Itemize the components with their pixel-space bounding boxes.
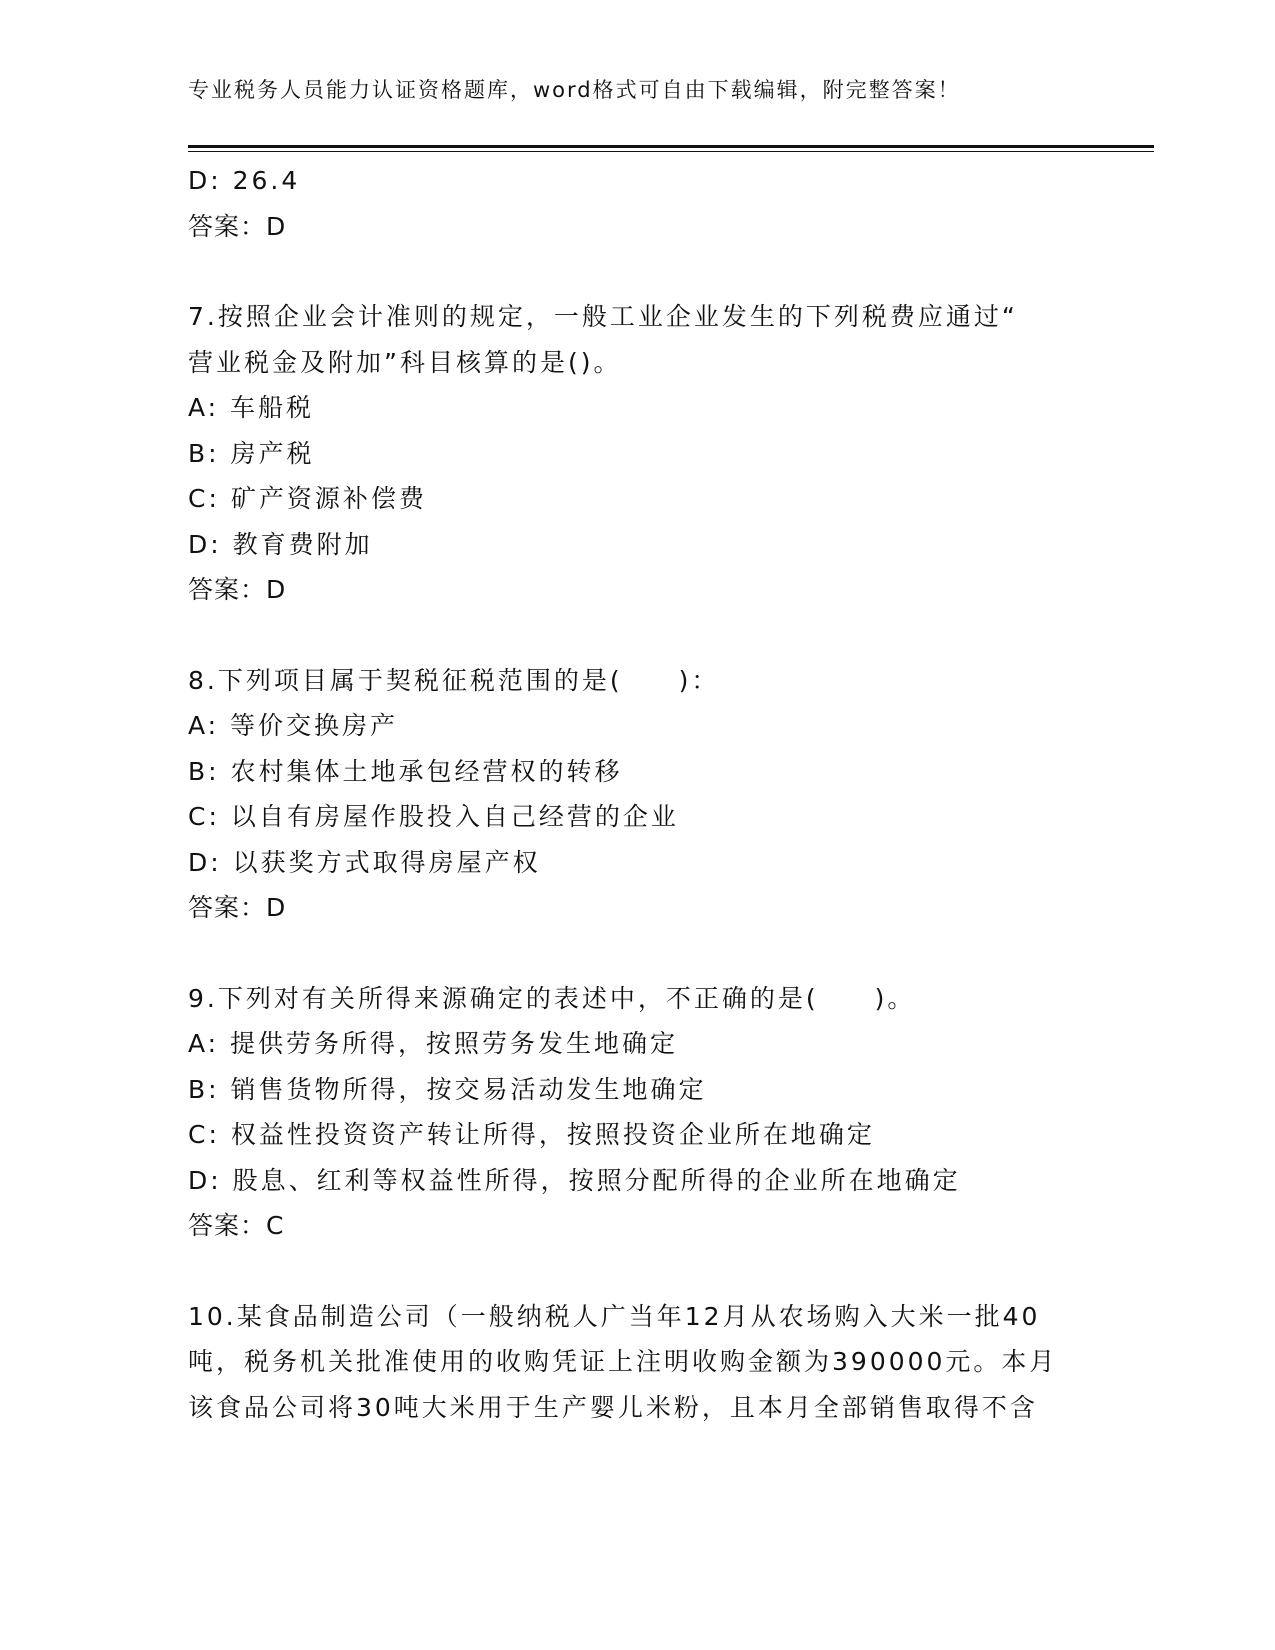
option-b: B: 农村集体土地承包经营权的转移 <box>188 756 623 786</box>
spacer <box>188 1249 1088 1294</box>
option-c: C: 矿产资源补偿费 <box>188 484 427 513</box>
question-stem: 营业税金及附加”科目核算的是()。 <box>188 347 622 377</box>
question-stem: 8.下列项目属于契税征税范围的是( )： <box>188 665 720 695</box>
question-stem: 吨，税务机关批准使用的收购凭证上注明收购金额为390000元。本月 <box>188 1347 1058 1376</box>
spacer <box>188 931 1088 976</box>
question-stem: 该食品公司将30吨大米用于生产婴儿米粉，且本月全部销售取得不含 <box>188 1392 1038 1422</box>
question-list <box>188 158 1088 1430</box>
question-stem: 7.按照企业会计准则的规定，一般工业企业发生的下列税费应通过“ <box>188 302 1018 331</box>
answer-line: 答案：D <box>188 211 287 241</box>
option-d: D: 26.4 <box>188 166 301 195</box>
question-stem: 9.下列对有关所得来源确定的表述中，不正确的是( )。 <box>188 983 916 1013</box>
spacer <box>188 249 1088 294</box>
option-a: A: 车船税 <box>188 393 315 422</box>
option-a: A: 等价交换房产 <box>188 711 399 740</box>
answer-line: 答案：D <box>188 575 287 604</box>
question-9 <box>188 976 1088 1249</box>
option-c: C: 以自有房屋作股投入自己经营的企业 <box>188 802 679 831</box>
option-b: B: 销售货物所得，按交易活动发生地确定 <box>188 1074 707 1104</box>
question-8 <box>188 658 1088 931</box>
answer-line: 答案：D <box>188 893 287 922</box>
answer-line: 答案：C <box>188 1211 285 1240</box>
option-d: D: 以获奖方式取得房屋产权 <box>188 847 541 877</box>
question-10 <box>188 1294 1088 1431</box>
header-rule-thick <box>188 145 1154 148</box>
header-rule-thin <box>188 151 1154 152</box>
option-d: D: 教育费附加 <box>188 529 373 559</box>
prev-question-tail <box>188 158 1088 249</box>
question-7 <box>188 294 1088 613</box>
option-a: A: 提供劳务所得，按照劳务发生地确定 <box>188 1029 679 1058</box>
option-c: C: 权益性投资资产转让所得，按照投资企业所在地确定 <box>188 1120 875 1149</box>
question-stem: 10.某食品制造公司（一般纳税人广当年12月从农场购入大米一批40 <box>188 1301 1041 1331</box>
page-header: 专业税务人员能力认证资格题库，word格式可自由下载编辑，附完整答案！ <box>188 78 961 102</box>
spacer <box>188 613 1088 658</box>
option-d: D: 股息、红利等权益性所得，按照分配所得的企业所在地确定 <box>188 1165 961 1195</box>
option-b: B: 房产税 <box>188 438 315 468</box>
